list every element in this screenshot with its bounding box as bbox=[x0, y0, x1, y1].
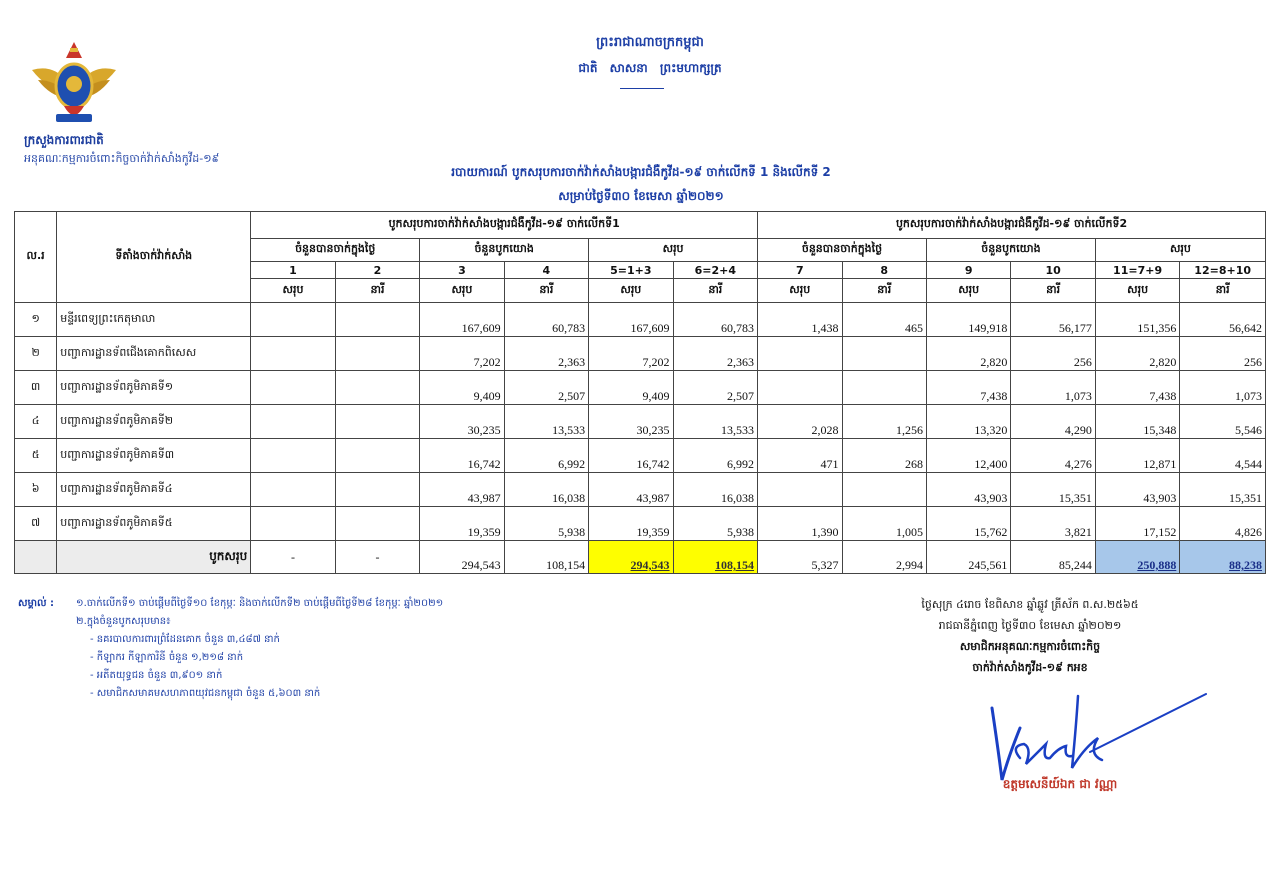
cell-value: 15,351 bbox=[1180, 473, 1266, 507]
total-cell-value: 108,154 bbox=[504, 541, 588, 574]
note-line: - កីឡាករ កីឡាការិនី ចំនួន ១,២១៨ នាក់ bbox=[90, 652, 244, 663]
column-number: 4 bbox=[504, 262, 588, 279]
cell-value: 3,821 bbox=[1011, 507, 1095, 541]
committee-name: អនុគណៈកម្មការចំពោះកិច្ចចាក់វ៉ាក់សាំងកូវីដ-១៩ bbox=[24, 152, 220, 165]
cell-value: 2,028 bbox=[758, 405, 842, 439]
cell-value bbox=[335, 507, 419, 541]
row-index: ៧ bbox=[15, 507, 57, 541]
table-row bbox=[15, 439, 1266, 473]
cell-value bbox=[335, 303, 419, 337]
col-header-total: សរុប bbox=[251, 279, 335, 303]
row-location: មន្ទីរពេទ្យព្រះកេតុមាលា bbox=[57, 303, 251, 337]
total-cell-value: 2,994 bbox=[842, 541, 926, 574]
sub-header-cumulative: ចំនួនបូកយោង bbox=[926, 239, 1095, 262]
cell-value bbox=[335, 473, 419, 507]
cell-value: 1,073 bbox=[1180, 371, 1266, 405]
row-location: បញ្ជាការដ្ឋានទ័ពភូមិភាគទី៤ bbox=[57, 473, 251, 507]
column-number: 12=8+10 bbox=[1180, 262, 1266, 279]
cell-value: 43,903 bbox=[1095, 473, 1179, 507]
cell-value: 5,938 bbox=[673, 507, 758, 541]
cell-value: 151,356 bbox=[1095, 303, 1179, 337]
cell-value: 4,276 bbox=[1011, 439, 1095, 473]
total-cell-value: 85,244 bbox=[1011, 541, 1095, 574]
total-cell-value: 294,543 bbox=[589, 541, 673, 574]
cell-value: 13,320 bbox=[926, 405, 1010, 439]
cell-value: 2,820 bbox=[1095, 337, 1179, 371]
cell-value: 60,783 bbox=[504, 303, 588, 337]
notes-label: សម្គាល់ : bbox=[18, 598, 55, 609]
col-header-female: នារី bbox=[335, 279, 419, 303]
kingdom-heading: ព្រះរាជាណាចក្រកម្ពុជា bbox=[596, 35, 704, 50]
cell-value bbox=[842, 473, 926, 507]
col-header-female: នារី bbox=[1011, 279, 1095, 303]
total-cell-value: 294,543 bbox=[420, 541, 504, 574]
cell-value: 12,871 bbox=[1095, 439, 1179, 473]
cell-value: 4,290 bbox=[1011, 405, 1095, 439]
row-location: បញ្ជាការដ្ឋានទ័ពភូមិភាគទី៣ bbox=[57, 439, 251, 473]
cell-value: 1,438 bbox=[758, 303, 842, 337]
cell-value bbox=[335, 439, 419, 473]
col-header-total: សរុប bbox=[926, 279, 1010, 303]
sub-header-today: ចំនួនបានចាក់ក្នុងថ្ងៃ bbox=[758, 239, 927, 262]
cell-value: 1,005 bbox=[842, 507, 926, 541]
col-header-female: នារី bbox=[673, 279, 758, 303]
row-location: បញ្ជាការដ្ឋានទ័ពភូមិភាគទី៥ bbox=[57, 507, 251, 541]
group-header-dose2: បូកសរុបការចាក់វ៉ាក់សាំងបង្ការជំងឺកូវីដ-១៩ ចាក់លើកទី2 bbox=[758, 212, 1266, 239]
cell-value: 2,507 bbox=[673, 371, 758, 405]
cell-value: 43,903 bbox=[926, 473, 1010, 507]
cell-value bbox=[758, 371, 842, 405]
row-index: ២ bbox=[15, 337, 57, 371]
cell-value: 167,609 bbox=[420, 303, 504, 337]
cell-value: 17,152 bbox=[1095, 507, 1179, 541]
cell-value: 7,438 bbox=[926, 371, 1010, 405]
table-row bbox=[15, 303, 1266, 337]
note-line: - អតីតយុទ្ធជន ចំនួន ៣,៩០១ នាក់ bbox=[90, 670, 223, 681]
total-row-label: បូកសរុប bbox=[57, 541, 251, 574]
cell-value bbox=[251, 371, 335, 405]
col-header-location: ទីតាំងចាក់វ៉ាក់សាំង bbox=[57, 212, 251, 303]
cell-value: 1,256 bbox=[842, 405, 926, 439]
column-number: 2 bbox=[335, 262, 419, 279]
row-index: ៤ bbox=[15, 405, 57, 439]
cell-value: 2,507 bbox=[504, 371, 588, 405]
cell-value: 30,235 bbox=[589, 405, 673, 439]
total-cell-value: - bbox=[335, 541, 419, 574]
column-number: 7 bbox=[758, 262, 842, 279]
report-date: សម្រាប់ថ្ងៃទី៣០ ខែមេសា ឆ្នាំ២០២១ bbox=[558, 189, 724, 203]
cell-value: 16,038 bbox=[504, 473, 588, 507]
table-row bbox=[15, 337, 1266, 371]
cell-value: 2,363 bbox=[504, 337, 588, 371]
cell-value: 9,409 bbox=[589, 371, 673, 405]
national-motto: ជាតិ សាសនា ព្រះមហាក្សត្រ bbox=[578, 61, 722, 75]
signer-position-line1: សមាជិកអនុគណៈកម្មការចំពោះកិច្ច bbox=[959, 640, 1101, 653]
total-cell-value: 5,327 bbox=[758, 541, 842, 574]
column-number: 3 bbox=[420, 262, 504, 279]
report-title: របាយការណ៍ បូកសរុបការចាក់វ៉ាក់សាំងបង្ការជំងឺកូវីដ-១៩ ចាក់លើកទី 1 និងលើកទី 2 bbox=[451, 165, 831, 179]
cell-value: 6,992 bbox=[673, 439, 758, 473]
note-line: ១.ចាក់លើកទី១ ចាប់ផ្តើមពីថ្ងៃទី១០ ខែកុម្ភៈ និងចាក់លើកទី២ ចាប់ផ្តើមពីថ្ងៃទី២៨ ខែកុម្ភៈ ឆ្នាំ២០២១ bbox=[76, 598, 444, 609]
cell-value: 1,073 bbox=[1011, 371, 1095, 405]
col-header-female: នារី bbox=[842, 279, 926, 303]
table-row bbox=[15, 473, 1266, 507]
cell-value bbox=[251, 405, 335, 439]
cell-value: 16,742 bbox=[589, 439, 673, 473]
row-index: ៣ bbox=[15, 371, 57, 405]
cell-value bbox=[251, 473, 335, 507]
cell-value: 256 bbox=[1011, 337, 1095, 371]
cell-value bbox=[842, 371, 926, 405]
cell-value bbox=[758, 473, 842, 507]
cell-value: 4,544 bbox=[1180, 439, 1266, 473]
col-header-total: សរុប bbox=[420, 279, 504, 303]
column-number: 5=1+3 bbox=[589, 262, 673, 279]
cell-value: 4,826 bbox=[1180, 507, 1266, 541]
column-number: 1 bbox=[251, 262, 335, 279]
group-header-dose1: បូកសរុបការចាក់វ៉ាក់សាំងបង្ការជំងឺកូវីដ-១៩ ចាក់លើកទី1 bbox=[251, 212, 758, 239]
col-header-total: សរុប bbox=[758, 279, 842, 303]
row-index: ៥ bbox=[15, 439, 57, 473]
total-cell-value: - bbox=[251, 541, 335, 574]
cell-value: 16,038 bbox=[673, 473, 758, 507]
cell-value: 19,359 bbox=[589, 507, 673, 541]
cell-value: 2,363 bbox=[673, 337, 758, 371]
row-index: ១ bbox=[15, 303, 57, 337]
cell-value: 6,992 bbox=[504, 439, 588, 473]
total-row-blank bbox=[15, 541, 57, 574]
cell-value: 15,351 bbox=[1011, 473, 1095, 507]
cell-value: 43,987 bbox=[420, 473, 504, 507]
cell-value: 30,235 bbox=[420, 405, 504, 439]
sub-header-total: សរុប bbox=[1095, 239, 1265, 262]
total-cell-value: 250,888 bbox=[1095, 541, 1179, 574]
col-header-total: សរុប bbox=[1095, 279, 1179, 303]
total-row bbox=[15, 541, 1266, 574]
column-number: 8 bbox=[842, 262, 926, 279]
sub-header-cumulative: ចំនួនបូកយោង bbox=[420, 239, 589, 262]
motto-divider bbox=[620, 88, 664, 89]
cell-value: 7,202 bbox=[420, 337, 504, 371]
cell-value: 43,987 bbox=[589, 473, 673, 507]
cell-value: 60,783 bbox=[673, 303, 758, 337]
cell-value bbox=[251, 507, 335, 541]
column-number: 11=7+9 bbox=[1095, 262, 1179, 279]
vaccination-table bbox=[14, 211, 1266, 574]
table-row bbox=[15, 405, 1266, 439]
cell-value: 2,820 bbox=[926, 337, 1010, 371]
cell-value: 149,918 bbox=[926, 303, 1010, 337]
cell-value: 5,546 bbox=[1180, 405, 1266, 439]
total-cell-value: 88,238 bbox=[1180, 541, 1266, 574]
date-solar: រាជធានីភ្នំពេញ ថ្ងៃទី៣០ ខែមេសា ឆ្នាំ២០២១ bbox=[938, 619, 1122, 632]
cell-value: 19,359 bbox=[420, 507, 504, 541]
col-header-total: សរុប bbox=[589, 279, 673, 303]
total-cell-value: 108,154 bbox=[673, 541, 758, 574]
cell-value: 7,202 bbox=[589, 337, 673, 371]
note-line: ២.ក្នុងចំនួនបូកសរុបមាន៖ bbox=[76, 616, 171, 627]
cell-value: 7,438 bbox=[1095, 371, 1179, 405]
col-header-index: ល.រ bbox=[15, 212, 57, 303]
row-location: បញ្ជាការដ្ឋានទ័ពភូមិភាគទី២ bbox=[57, 405, 251, 439]
column-number: 9 bbox=[926, 262, 1010, 279]
cell-value: 13,533 bbox=[673, 405, 758, 439]
cell-value: 56,177 bbox=[1011, 303, 1095, 337]
cell-value: 16,742 bbox=[420, 439, 504, 473]
cell-value bbox=[758, 337, 842, 371]
total-cell-value: 245,561 bbox=[926, 541, 1010, 574]
column-number: 6=2+4 bbox=[673, 262, 758, 279]
cell-value: 12,400 bbox=[926, 439, 1010, 473]
cell-value bbox=[251, 303, 335, 337]
row-location: បញ្ជាការដ្ឋានទ័ពភូមិភាគទី១ bbox=[57, 371, 251, 405]
cell-value: 1,390 bbox=[758, 507, 842, 541]
cell-value bbox=[335, 337, 419, 371]
cell-value bbox=[335, 371, 419, 405]
col-header-female: នារី bbox=[504, 279, 588, 303]
cell-value bbox=[251, 337, 335, 371]
cell-value: 256 bbox=[1180, 337, 1266, 371]
cell-value bbox=[842, 337, 926, 371]
note-line: - សមាជិកសមាគមសហភាពយុវជនកម្ពុជា ចំនួន ៥,៦០៣ នាក់ bbox=[90, 688, 321, 699]
cell-value: 268 bbox=[842, 439, 926, 473]
cell-value: 167,609 bbox=[589, 303, 673, 337]
signer-position-line2: ចាក់វ៉ាក់សាំងកូវីដ-១៩ កអខ bbox=[972, 661, 1088, 674]
handwritten-signature bbox=[980, 688, 1210, 788]
cell-value: 471 bbox=[758, 439, 842, 473]
note-line: - នគរបាលការពារព្រំដែនគោក ចំនួន ៣,៤៨៧ នាក់ bbox=[90, 634, 280, 645]
table-row bbox=[15, 371, 1266, 405]
cell-value bbox=[335, 405, 419, 439]
column-number: 10 bbox=[1011, 262, 1095, 279]
sub-header-today: ចំនួនបានចាក់ក្នុងថ្ងៃ bbox=[251, 239, 420, 262]
cell-value: 15,762 bbox=[926, 507, 1010, 541]
col-header-female: នារី bbox=[1180, 279, 1266, 303]
cell-value: 13,533 bbox=[504, 405, 588, 439]
signer-name: ឧត្តមសេនីយ៍ឯក ជា វណ្ណា bbox=[1002, 777, 1118, 791]
table-row bbox=[15, 507, 1266, 541]
cell-value: 5,938 bbox=[504, 507, 588, 541]
cell-value: 15,348 bbox=[1095, 405, 1179, 439]
cell-value bbox=[251, 439, 335, 473]
ministry-name: ក្រសួងការពារជាតិ bbox=[24, 133, 104, 147]
cell-value: 56,642 bbox=[1180, 303, 1266, 337]
cell-value: 465 bbox=[842, 303, 926, 337]
sub-header-total: សរុប bbox=[589, 239, 758, 262]
row-location: បញ្ជាការដ្ឋានទ័ពជើងគោកពិសេស bbox=[57, 337, 251, 371]
cell-value: 9,409 bbox=[420, 371, 504, 405]
row-index: ៦ bbox=[15, 473, 57, 507]
date-lunar: ថ្ងៃសុក្រ ៤រោច ខែពិសាខ ឆ្នាំឆ្លូវ ត្រីស័ក ព.ស.២៥៦៥ bbox=[921, 598, 1139, 611]
